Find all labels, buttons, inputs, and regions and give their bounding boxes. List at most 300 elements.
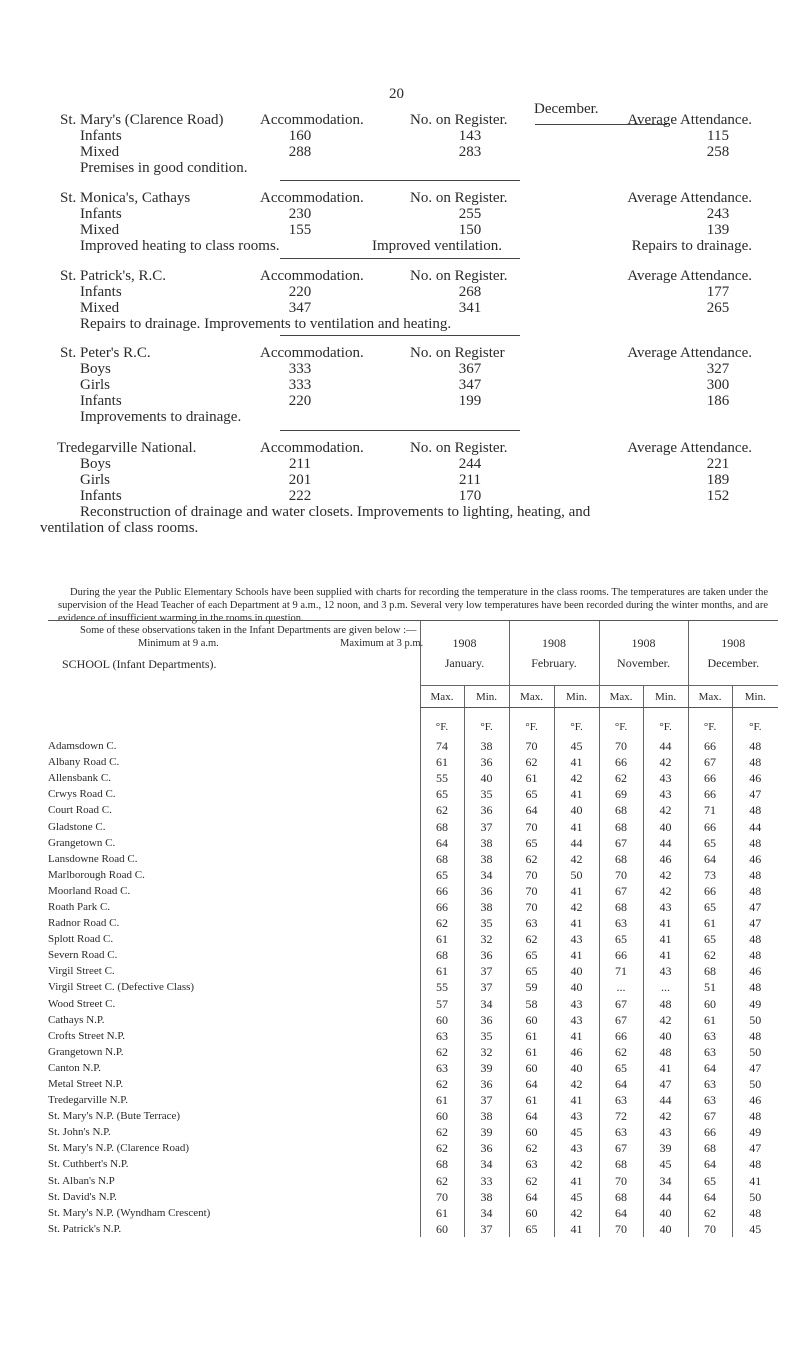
min-value: 39 (464, 1060, 509, 1076)
min-value: 40 (643, 1221, 688, 1237)
min-value: 42 (554, 1076, 599, 1092)
temperature-table (48, 620, 778, 1237)
min-value: 35 (464, 1028, 509, 1044)
min-value: 43 (554, 931, 599, 947)
max-value: 63 (688, 1076, 732, 1092)
max-value: 62 (688, 1205, 732, 1221)
month-year: 1908 (452, 636, 477, 650)
min-value: 48 (643, 1044, 688, 1060)
row-label: Girls (80, 377, 110, 393)
accommodation-value: 220 (288, 393, 312, 409)
min-value: 36 (464, 947, 509, 963)
school-name: Allensbank C. (48, 772, 111, 785)
school-cell (48, 1028, 420, 1044)
register-value: 283 (458, 144, 482, 160)
max-value: 66 (688, 770, 732, 786)
max-value: 70 (509, 818, 554, 834)
max-value: 68 (420, 818, 464, 834)
max-value: 61 (420, 754, 464, 770)
school-name: St. Patrick's, R.C. (60, 268, 167, 284)
month-year: 1908 (542, 636, 567, 650)
school-name: Adamsdown C. (48, 740, 117, 753)
register-value: 255 (458, 206, 482, 222)
min-value: 48 (732, 883, 778, 899)
min-value: 44 (643, 835, 688, 851)
attendance-value: 186 (706, 393, 730, 409)
row-label: Infants (80, 206, 122, 222)
max-value: 68 (599, 851, 643, 867)
school-name: Tredegarville National. (57, 440, 197, 456)
min-value: 46 (732, 770, 778, 786)
min-value: 40 (554, 1060, 599, 1076)
table-row (48, 738, 778, 754)
max-value: 65 (509, 963, 554, 979)
min-header: Min. (554, 686, 599, 708)
min-value: 45 (554, 738, 599, 754)
table-row (48, 1044, 778, 1060)
month-header-dec (688, 621, 778, 686)
max-value: 60 (420, 1108, 464, 1124)
min-value: 36 (464, 1140, 509, 1156)
school-cell (48, 1012, 420, 1028)
max-value: 61 (509, 1044, 554, 1060)
attendance-value: 258 (706, 144, 730, 160)
school-name: St. Mary's N.P. (Bute Terrace) (48, 1110, 181, 1123)
month-year: 1908 (631, 636, 656, 650)
max-value: 61 (420, 1092, 464, 1108)
max-value: 67 (599, 1012, 643, 1028)
min-value: 32 (464, 1044, 509, 1060)
min-value: 48 (732, 931, 778, 947)
max-value: 66 (420, 899, 464, 915)
improvement-note: Repairs to drainage. Improvements to ventilation and heating. (80, 316, 452, 332)
attendance-value: 221 (706, 456, 730, 472)
max-value: 64 (688, 1060, 732, 1076)
min-value: 43 (554, 1012, 599, 1028)
school-name: Splott Road C. (48, 933, 114, 946)
max-value: 63 (509, 915, 554, 931)
min-value: 41 (554, 1221, 599, 1237)
school-name: St. David's N.P. (48, 1190, 117, 1203)
max-value: 66 (599, 1028, 643, 1044)
max-value: 65 (509, 947, 554, 963)
max-value: 66 (599, 754, 643, 770)
min-value: 36 (464, 1076, 509, 1092)
max-value: 62 (599, 770, 643, 786)
table-row (48, 883, 778, 899)
table-row (48, 1108, 778, 1124)
register-value: 143 (458, 128, 482, 144)
accommodation-value: 220 (288, 284, 312, 300)
row-label: Boys (80, 456, 111, 472)
min-value: 42 (643, 883, 688, 899)
school-name: St. Cuthbert's N.P. (48, 1158, 129, 1171)
register-header: No. on Register (410, 345, 505, 361)
min-value: 48 (643, 996, 688, 1012)
accommodation-header: Accommodation. (260, 345, 364, 361)
max-value: 71 (599, 963, 643, 979)
min-value: 42 (643, 1012, 688, 1028)
max-value: 70 (509, 738, 554, 754)
max-value: 70 (509, 899, 554, 915)
school-cell (48, 1205, 420, 1221)
school-cell (48, 818, 420, 834)
page-number: 20 (389, 86, 404, 102)
min-value: 37 (464, 818, 509, 834)
school-name: St. Mary's N.P. (Clarence Road) (48, 1142, 189, 1155)
max-value: 61 (688, 1012, 732, 1028)
min-caption: Minimum at 9 a.m. (138, 638, 219, 649)
table-row (48, 915, 778, 931)
max-value: 64 (688, 851, 732, 867)
min-value: 48 (732, 1156, 778, 1172)
school-cell (48, 754, 420, 770)
max-value: 60 (509, 1060, 554, 1076)
min-value: 49 (732, 1124, 778, 1140)
min-value: 43 (643, 770, 688, 786)
table-row (48, 1092, 778, 1108)
section-rule (280, 335, 520, 336)
accommodation-header: Accommodation. (260, 190, 364, 206)
school-cell (48, 931, 420, 947)
max-value: 60 (420, 1221, 464, 1237)
row-label: Infants (80, 128, 122, 144)
max-value: 70 (509, 883, 554, 899)
min-value: 39 (643, 1140, 688, 1156)
school-name: Grangetown C. (48, 836, 116, 849)
min-value: 34 (464, 1156, 509, 1172)
max-caption: Maximum at 3 p.m. (340, 638, 424, 649)
school-name: Metal Street N.P. (48, 1078, 124, 1091)
min-value: 35 (464, 786, 509, 802)
max-value: 68 (599, 802, 643, 818)
table-row (48, 1028, 778, 1044)
school-cell (48, 1156, 420, 1172)
min-value: 33 (464, 1173, 509, 1189)
min-value: 42 (554, 851, 599, 867)
max-value: 65 (688, 835, 732, 851)
max-value: 60 (688, 996, 732, 1012)
max-value: 63 (599, 1092, 643, 1108)
month-name: January. (444, 656, 485, 670)
max-value: 60 (509, 1012, 554, 1028)
max-value: 65 (688, 1173, 732, 1189)
min-value: 44 (643, 1092, 688, 1108)
attendance-value: 243 (706, 206, 730, 222)
max-value: 68 (599, 1156, 643, 1172)
max-value: 68 (599, 899, 643, 915)
max-value: 62 (688, 947, 732, 963)
month-name: February. (531, 656, 577, 670)
max-value: 66 (688, 1124, 732, 1140)
table-row (48, 1189, 778, 1205)
min-value: 47 (643, 1076, 688, 1092)
max-value: 62 (509, 1140, 554, 1156)
max-value: 62 (599, 1044, 643, 1060)
unit-label: °F. (554, 708, 599, 739)
min-value: 41 (554, 786, 599, 802)
school-cell (48, 1044, 420, 1060)
attendance-header: Average Attendance. (627, 190, 752, 206)
max-value: 63 (688, 1092, 732, 1108)
min-value: 37 (464, 979, 509, 995)
attendance-value: 327 (706, 361, 730, 377)
max-value: 61 (509, 770, 554, 786)
min-value: 46 (732, 1092, 778, 1108)
min-value: 49 (732, 996, 778, 1012)
school-name: St. Patrick's N.P. (48, 1222, 122, 1235)
min-value: 48 (732, 835, 778, 851)
accommodation-value: 160 (288, 128, 312, 144)
school-cell (48, 1108, 420, 1124)
accommodation-value: 211 (289, 456, 311, 472)
attendance-value: 189 (706, 472, 730, 488)
max-value: 59 (509, 979, 554, 995)
school-name: Canton N.P. (48, 1061, 101, 1074)
max-value: 72 (599, 1108, 643, 1124)
school-cell (48, 1140, 420, 1156)
school-name: Moorland Road C. (48, 884, 131, 897)
max-value: ... (599, 979, 643, 995)
max-value: 63 (599, 915, 643, 931)
min-value: 48 (732, 802, 778, 818)
min-value: 50 (732, 1012, 778, 1028)
min-value: 48 (732, 738, 778, 754)
max-value: 67 (599, 1140, 643, 1156)
min-value: 34 (643, 1173, 688, 1189)
min-value: 43 (554, 1108, 599, 1124)
school-cell (48, 1189, 420, 1205)
max-header: Max. (509, 686, 554, 708)
min-value: 42 (554, 899, 599, 915)
min-value: 40 (464, 770, 509, 786)
max-value: 65 (688, 931, 732, 947)
max-value: 51 (688, 979, 732, 995)
unit-label: °F. (599, 708, 643, 739)
max-value: 65 (599, 931, 643, 947)
min-value: 47 (732, 786, 778, 802)
min-value: 41 (554, 818, 599, 834)
max-header: Max. (688, 686, 732, 708)
min-value: 38 (464, 1108, 509, 1124)
school-cell (48, 899, 420, 915)
school-cell (48, 802, 420, 818)
max-value: 65 (599, 1060, 643, 1076)
max-value: 64 (509, 802, 554, 818)
min-value: 41 (643, 931, 688, 947)
min-value: 41 (554, 947, 599, 963)
max-value: 62 (420, 915, 464, 931)
max-value: 74 (420, 738, 464, 754)
table-row (48, 851, 778, 867)
min-value: 37 (464, 1221, 509, 1237)
min-value: 36 (464, 802, 509, 818)
register-value: 341 (458, 300, 482, 316)
school-name: St. John's N.P. (48, 1126, 111, 1139)
min-value: 47 (732, 899, 778, 915)
unit-label: °F. (688, 708, 732, 739)
observations-note: Some of these observations taken in the Infant Departments are given below :— (80, 625, 421, 636)
max-value: 65 (509, 1221, 554, 1237)
min-value: 41 (643, 1060, 688, 1076)
max-value: 64 (599, 1205, 643, 1221)
max-value: 65 (509, 835, 554, 851)
min-value: 41 (554, 915, 599, 931)
school-name: Marlborough Road C. (48, 868, 145, 881)
month-header-nov (599, 621, 688, 686)
max-value: 64 (688, 1156, 732, 1172)
school-cell (48, 835, 420, 851)
min-value: 36 (464, 883, 509, 899)
max-value: 64 (509, 1076, 554, 1092)
unit-label: °F. (420, 708, 464, 739)
min-value: 37 (464, 1092, 509, 1108)
min-value: 47 (732, 915, 778, 931)
min-value: 43 (554, 1140, 599, 1156)
section-month-heading: December. (534, 101, 599, 117)
school-name: Radnor Road C. (48, 917, 120, 930)
school-cell (48, 738, 420, 754)
attendance-value: 139 (706, 222, 730, 238)
table-row (48, 1173, 778, 1189)
row-label: Mixed (80, 300, 120, 316)
max-value: 60 (509, 1205, 554, 1221)
month-name: December. (707, 656, 760, 670)
min-value: 42 (554, 1156, 599, 1172)
max-value: 57 (420, 996, 464, 1012)
max-value: 63 (688, 1028, 732, 1044)
max-value: 67 (688, 754, 732, 770)
register-header: No. on Register. (410, 190, 508, 206)
min-header: Min. (643, 686, 688, 708)
min-value: 36 (464, 1012, 509, 1028)
max-value: 62 (420, 802, 464, 818)
unit-label: °F. (509, 708, 554, 739)
improvement-note: Improved heating to class rooms. (80, 238, 280, 254)
improvement-note: Premises in good condition. (80, 160, 248, 176)
school-cell (48, 915, 420, 931)
max-header: Max. (599, 686, 643, 708)
max-value: 64 (599, 1076, 643, 1092)
min-header: Min. (464, 686, 509, 708)
accommodation-value: 288 (288, 144, 312, 160)
max-value: 66 (688, 818, 732, 834)
max-value: 63 (420, 1060, 464, 1076)
max-value: 65 (420, 867, 464, 883)
min-value: 36 (464, 754, 509, 770)
max-value: 70 (420, 1189, 464, 1205)
table-row (48, 996, 778, 1012)
min-value: 43 (643, 786, 688, 802)
improvement-note: Improved ventilation. (372, 238, 502, 254)
school-cell (48, 1060, 420, 1076)
min-value: 48 (732, 867, 778, 883)
school-cell (48, 867, 420, 883)
max-value: 66 (688, 786, 732, 802)
min-value: 48 (732, 754, 778, 770)
section-rule (280, 180, 520, 181)
register-value: 199 (458, 393, 482, 409)
school-name: St. Peter's R.C. (60, 345, 151, 361)
min-value: 48 (732, 979, 778, 995)
min-value: 41 (554, 1028, 599, 1044)
max-value: 64 (420, 835, 464, 851)
max-value: 61 (509, 1092, 554, 1108)
attendance-header: Average Attendance. (627, 268, 752, 284)
table-row (48, 1221, 778, 1237)
min-value: 34 (464, 867, 509, 883)
min-value: 34 (464, 996, 509, 1012)
attendance-header: Average Attendance. (627, 440, 752, 456)
max-value: 61 (509, 1028, 554, 1044)
max-value: 61 (420, 963, 464, 979)
max-value: 65 (688, 899, 732, 915)
school-name: Cathays N.P. (48, 1013, 105, 1026)
min-value: 48 (732, 947, 778, 963)
school-name: Crofts Street N.P. (48, 1029, 125, 1042)
school-name: Gladstone C. (48, 820, 106, 833)
max-value: 66 (688, 883, 732, 899)
min-value: 34 (464, 1205, 509, 1221)
intro-paragraph-text: During the year the Public Elementary Schools have been supplied with charts for recording the temperature in the class rooms. The temperatures are taken under the supervision of the Head Teacher of each Department at 9 a.m., 12 noon, and 3 p.m. Several very low temperatures have been recorded during the winter months, and are evidence of insufficient warming in the rooms in question. (58, 587, 768, 624)
register-header: No. on Register. (410, 268, 508, 284)
school-name: Tredegarville N.P. (48, 1094, 128, 1107)
max-value: 70 (599, 1173, 643, 1189)
min-header: Min. (732, 686, 778, 708)
max-value: 61 (688, 915, 732, 931)
min-value: 42 (643, 867, 688, 883)
min-value: 40 (643, 1028, 688, 1044)
table-row (48, 835, 778, 851)
max-value: 73 (688, 867, 732, 883)
max-value: 68 (420, 1156, 464, 1172)
max-value: 65 (420, 786, 464, 802)
attendance-value: 265 (706, 300, 730, 316)
row-label: Infants (80, 393, 122, 409)
table-row (48, 1205, 778, 1221)
school-cell (48, 1221, 420, 1237)
attendance-value: 115 (707, 128, 729, 144)
month-name: November. (617, 656, 671, 670)
table-row (48, 867, 778, 883)
max-value: 62 (420, 1124, 464, 1140)
accommodation-header: Accommodation. (260, 268, 364, 284)
max-value: 68 (420, 851, 464, 867)
unit-row (48, 708, 778, 739)
min-value: 42 (643, 1108, 688, 1124)
row-label: Boys (80, 361, 111, 377)
max-value: 67 (599, 996, 643, 1012)
min-value: 41 (732, 1173, 778, 1189)
school-name: St. Monica's, Cathays (60, 190, 191, 206)
school-name: Albany Road C. (48, 756, 120, 769)
max-value: 60 (509, 1124, 554, 1140)
school-cell (48, 851, 420, 867)
max-value: 68 (688, 1140, 732, 1156)
school-name: St. Mary's (Clarence Road) (60, 112, 224, 128)
min-value: 40 (554, 979, 599, 995)
school-cell (48, 1173, 420, 1189)
table-row (48, 1012, 778, 1028)
max-value: 62 (509, 754, 554, 770)
school-cell (48, 1092, 420, 1108)
min-value: 41 (554, 754, 599, 770)
table-row (48, 1140, 778, 1156)
min-value: 48 (732, 1205, 778, 1221)
accommodation-header: Accommodation. (260, 440, 364, 456)
max-value: 62 (509, 851, 554, 867)
register-header: No. on Register. (410, 112, 508, 128)
